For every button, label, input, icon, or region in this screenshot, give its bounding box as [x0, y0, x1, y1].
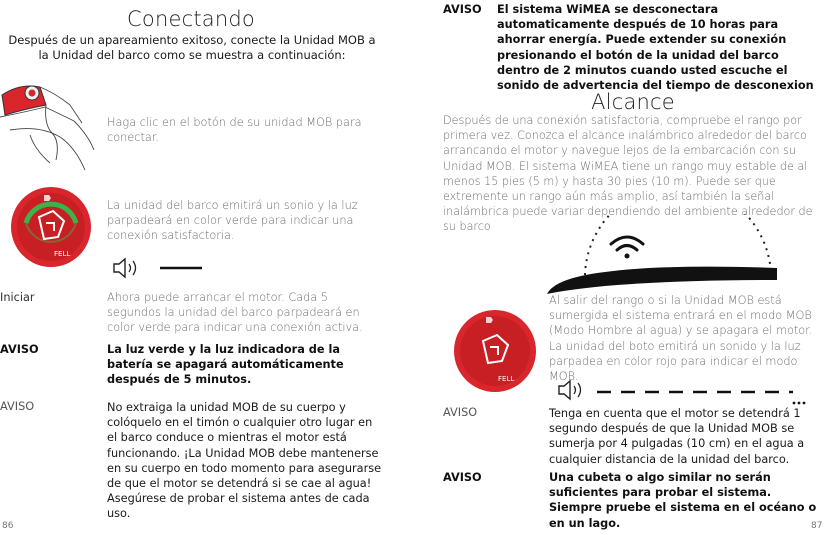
- speaker-disconnect-indicator: [553, 379, 813, 409]
- aviso1-label: AVISO: [0, 343, 39, 356]
- boat-range-illustration: [545, 214, 780, 304]
- aviso2-text: No extraiga la unidad MOB de su cuerpo y colóquelo en el timón o cualquier otro lugar en el barco conduce o mientras el motor está funcionando. ¡La Unidad MOB debe mantenerse en su cuerpo en todo momento para asegurarse de que el motor se detendrá si se cae al agua! Asegúrese de probar el sistema antes de cada uso.: [107, 401, 382, 521]
- left-intro: Después de un apareamiento exitoso, conecte la Unidad MOB a la Unidad del barco como se muestra a continuación:: [8, 33, 376, 62]
- boat-silhouette: [547, 267, 777, 294]
- device-logo-red: FELL: [498, 375, 515, 383]
- aviso-right2-text: Una cubeta o algo similar no serán suficientes para probar el sistema. Siempre pruebe el sistema en el océano o en un lago.: [549, 471, 817, 530]
- step1-text: Haga clic en el botón de su unidad MOB para conectar.: [107, 116, 362, 145]
- page-number-right: 87: [811, 521, 823, 531]
- iniciar-text: Ahora puede arrancar el motor. Cada 5 segundos la unidad del barco parpadeará en color verde para indicar una conexión activa.: [107, 291, 363, 335]
- aviso1-text: La luz verde y la luz indicadora de la batería se apagará automáticamente después de 5 minutos.: [107, 343, 344, 387]
- speaker-icon: [114, 259, 136, 277]
- range-intro: Después de una conexión satisfactoria, compruebe el rango por primera vez. Conozca el alcance inalámbrico alrededor del barco arrancando el motor y navegue lejos de la embarcación con su Unidad MOB. El sistema WiMEA tiene un rango muy estable de al menos 15 pies (5 m) y hasta 30 pies (10 m). Puede ser que extremente un rango aún más amplio, así también la señal inalámbrica puede variar dependiendo del ambiente alrededor de su barco: [443, 114, 813, 234]
- aviso-right1-text: Tenga en cuenta que el motor se detendrá 1 segundo después de que la Unidad MOB se sumerja por 4 pulgadas (10 cm) en el agua a cualquier distancia de la unidad del barco.: [549, 407, 805, 466]
- device-logo: FELL: [54, 250, 71, 258]
- aviso-top-text: El sistema WiMEA se desconectara automaticamente después de 10 horas para ahorrar energía. Puede extender su conexión presionando el botón de la unidad del barco dentro de 2 minutos cuando usted escuche el sonido de advertencia del tiempo de desconexion: [497, 3, 814, 93]
- speaker-connection-indicator: [112, 257, 207, 279]
- aviso2-label: AVISO: [0, 400, 35, 413]
- left-page-title: Conectando: [127, 7, 255, 31]
- range-exit-text: Al salir del rango o si la Unidad MOB está sumergida el sistema entrará en el modo MOB (Modo Hombre al agua) y se apagara el motor. La unidad del boto emitirá un sonido y la luz parpadea en color rojo para indicar el modo MOB.: [549, 294, 813, 384]
- aviso-top-label: AVISO: [443, 3, 482, 16]
- step2-text: La unidad del barco emitirá un sonio y la luz parpadeará en color verde para indicar una conexión satisfactoria.: [107, 199, 358, 243]
- aviso-right2-label: AVISO: [443, 471, 482, 484]
- boat-unit-green-illustration[interactable]: [6, 185, 96, 271]
- wifi-icon: [611, 237, 643, 259]
- speaker-icon: [559, 381, 581, 399]
- boat-unit-red-illustration[interactable]: [450, 307, 540, 395]
- hand-pressing-band-illustration: [0, 75, 100, 185]
- right-page-title: Alcance: [591, 90, 675, 114]
- page-number-left: 86: [2, 521, 14, 531]
- aviso-right1-label: AVISO: [443, 406, 478, 419]
- iniciar-label: Iniciar: [0, 291, 35, 304]
